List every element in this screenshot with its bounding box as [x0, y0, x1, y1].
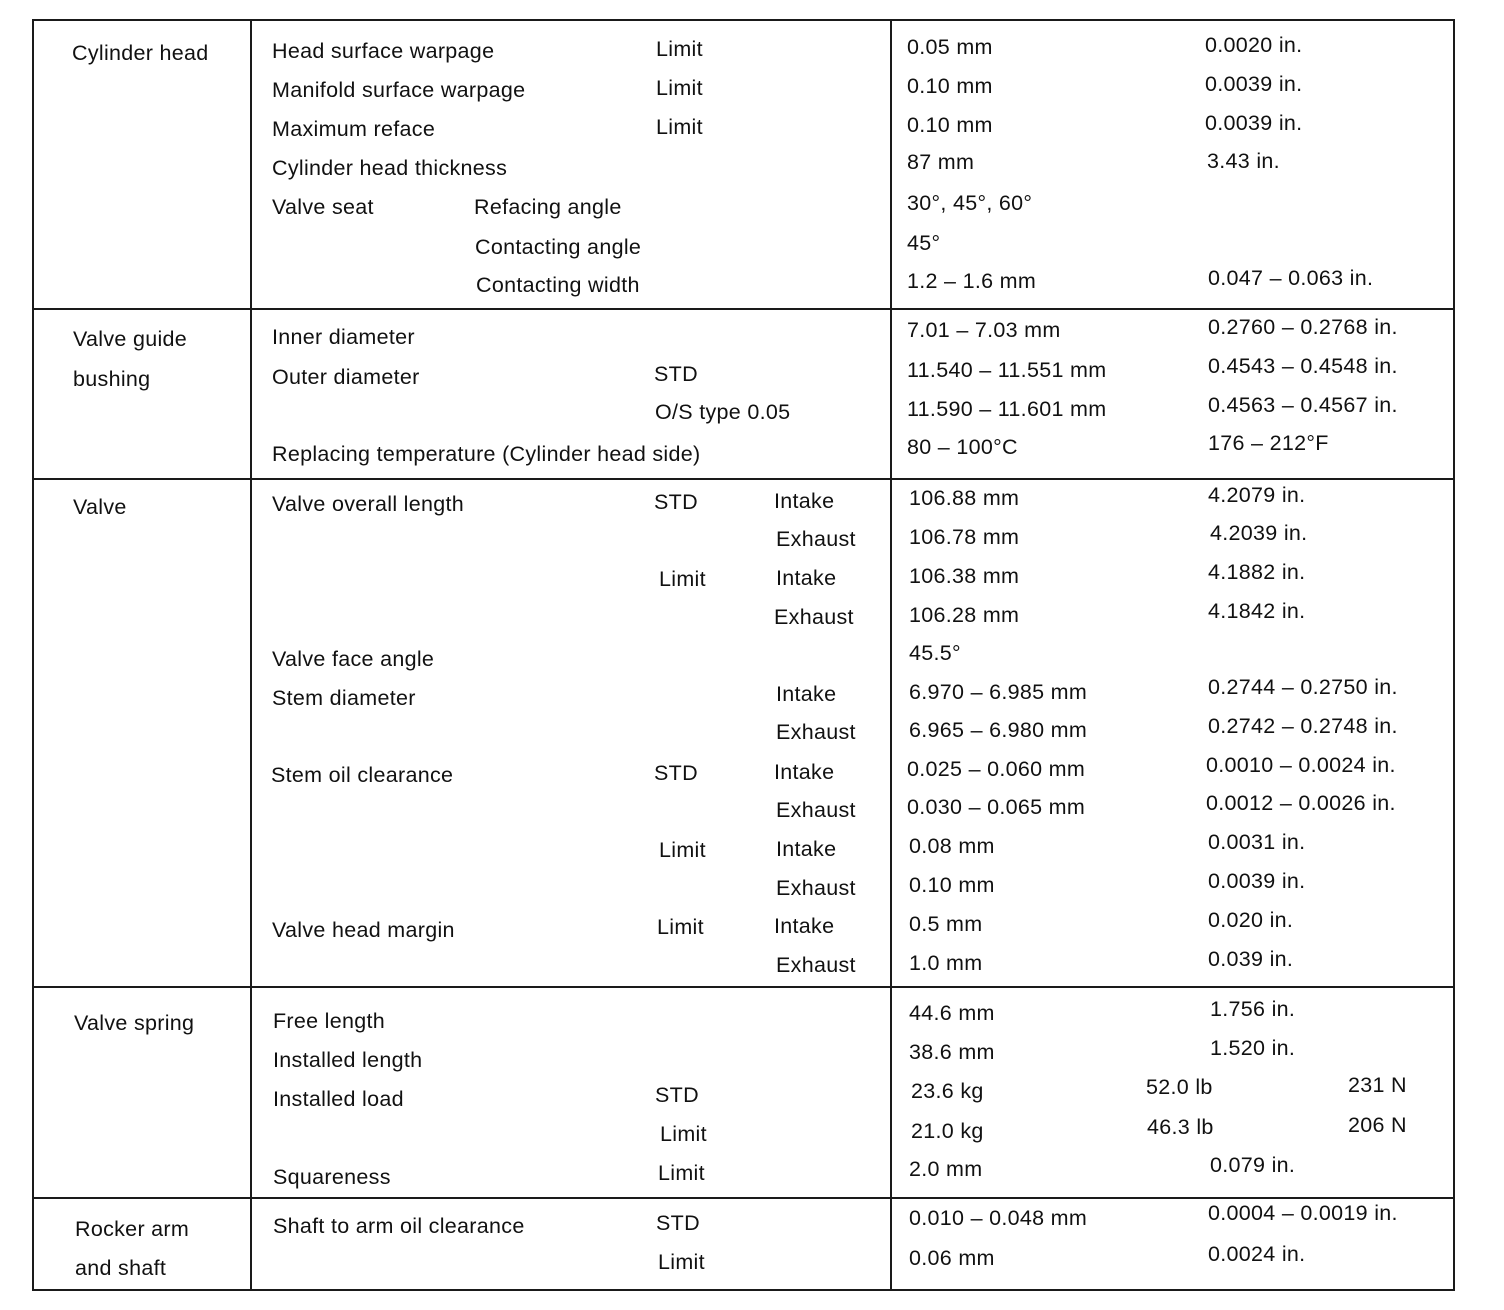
subitem-label: Refacing angle: [474, 195, 622, 219]
side-label: Intake: [776, 682, 837, 706]
metric-value: 1.2 – 1.6 mm: [907, 269, 1037, 293]
item-label: Cylinder head thickness: [272, 156, 508, 180]
section-divider: [34, 986, 1453, 988]
condition-label: STD: [655, 1083, 699, 1107]
newton-value: 231 N: [1348, 1073, 1407, 1097]
item-label: Head surface warpage: [272, 39, 495, 63]
item-label: Squareness: [273, 1165, 391, 1189]
condition-label: Limit: [656, 115, 703, 139]
metric-value: 44.6 mm: [909, 1001, 995, 1025]
imperial-value: 4.1882 in.: [1208, 560, 1306, 584]
metric-value: 106.88 mm: [909, 486, 1020, 510]
item-label: Stem diameter: [272, 686, 416, 710]
condition-label: Limit: [657, 915, 704, 939]
condition-label: STD: [654, 362, 698, 386]
condition-label: Limit: [658, 1161, 705, 1185]
item-label: Stem oil clearance: [271, 763, 454, 787]
metric-value: 0.010 – 0.048 mm: [909, 1206, 1088, 1230]
condition-label: STD: [656, 1211, 700, 1235]
condition-label: STD: [654, 761, 698, 785]
imperial-value: 0.4563 – 0.4567 in.: [1208, 393, 1398, 417]
imperial-value: 0.079 in.: [1210, 1153, 1296, 1177]
side-label: Intake: [774, 489, 835, 513]
metric-value: 0.10 mm: [909, 873, 995, 897]
side-label: Intake: [776, 837, 837, 861]
subitem-label: Contacting angle: [475, 235, 642, 259]
subitem-label: Contacting width: [476, 273, 640, 297]
imperial-value: 0.0012 – 0.0026 in.: [1206, 791, 1396, 815]
metric-value: 38.6 mm: [909, 1040, 995, 1064]
imperial-value: 1.520 in.: [1210, 1036, 1296, 1060]
newton-value: 206 N: [1348, 1113, 1407, 1137]
item-label: Installed length: [273, 1048, 423, 1072]
condition-label: O/S type 0.05: [655, 400, 791, 424]
metric-value: 87 mm: [907, 150, 975, 174]
section-divider: [34, 308, 1453, 310]
metric-value: 21.0 kg: [911, 1119, 984, 1143]
imperial-value: 4.1842 in.: [1208, 599, 1306, 623]
condition-label: Limit: [660, 1122, 707, 1146]
metric-value: 45.5°: [909, 641, 961, 665]
section-title: Cylinder head: [72, 41, 209, 65]
condition-label: Limit: [659, 838, 706, 862]
metric-value: 80 – 100°C: [907, 435, 1018, 459]
metric-value: 11.590 – 11.601 mm: [907, 397, 1107, 421]
section-title: Rocker arm: [75, 1217, 190, 1241]
metric-value: 106.28 mm: [909, 603, 1020, 627]
column-divider: [250, 21, 252, 1289]
side-label: Exhaust: [776, 527, 856, 551]
metric-value: 45°: [907, 231, 941, 255]
item-label: Manifold surface warpage: [272, 78, 526, 102]
imperial-value: 0.0039 in.: [1205, 72, 1303, 96]
metric-value: 6.970 – 6.985 mm: [909, 680, 1088, 704]
section-divider: [34, 478, 1453, 480]
imperial-value: 3.43 in.: [1207, 149, 1280, 173]
side-label: Exhaust: [774, 605, 854, 629]
metric-value: 0.10 mm: [907, 74, 993, 98]
metric-value: 106.38 mm: [909, 564, 1020, 588]
side-label: Intake: [774, 914, 835, 938]
metric-value: 0.030 – 0.065 mm: [907, 795, 1086, 819]
lb-value: 52.0 lb: [1146, 1075, 1213, 1099]
item-label: Free length: [273, 1009, 386, 1033]
metric-value: 106.78 mm: [909, 525, 1020, 549]
item-label: Valve face angle: [272, 647, 435, 671]
imperial-value: 0.0020 in.: [1205, 33, 1303, 57]
column-divider: [890, 21, 892, 1289]
condition-label: STD: [654, 490, 698, 514]
imperial-value: 0.4543 – 0.4548 in.: [1208, 354, 1398, 378]
item-label: Outer diameter: [272, 365, 420, 389]
metric-value: 1.0 mm: [909, 951, 983, 975]
metric-value: 0.5 mm: [909, 912, 983, 936]
condition-label: Limit: [659, 567, 706, 591]
side-label: Exhaust: [776, 720, 856, 744]
imperial-value: 1.756 in.: [1210, 997, 1296, 1021]
imperial-value: 0.2744 – 0.2750 in.: [1208, 675, 1398, 699]
imperial-value: 176 – 212°F: [1208, 431, 1329, 455]
condition-label: Limit: [656, 37, 703, 61]
item-label: Replacing temperature (Cylinder head side): [272, 442, 701, 466]
item-label: Valve seat: [272, 195, 374, 219]
spec-table: [32, 19, 1455, 1291]
item-label: Inner diameter: [272, 325, 415, 349]
imperial-value: 0.020 in.: [1208, 908, 1294, 932]
metric-value: 6.965 – 6.980 mm: [909, 718, 1088, 742]
imperial-value: 0.0010 – 0.0024 in.: [1206, 753, 1396, 777]
metric-value: 2.0 mm: [909, 1157, 983, 1181]
metric-value: 11.540 – 11.551 mm: [907, 358, 1107, 382]
section-divider: [34, 1197, 1453, 1199]
metric-value: 0.05 mm: [907, 35, 993, 59]
condition-label: Limit: [656, 76, 703, 100]
item-label: Maximum reface: [272, 117, 436, 141]
imperial-value: 0.0031 in.: [1208, 830, 1306, 854]
side-label: Exhaust: [776, 876, 856, 900]
section-title: Valve spring: [74, 1011, 195, 1035]
item-label: Shaft to arm oil clearance: [273, 1214, 525, 1238]
metric-value: 7.01 – 7.03 mm: [907, 318, 1061, 342]
side-label: Intake: [776, 566, 837, 590]
imperial-value: 0.047 – 0.063 in.: [1208, 266, 1374, 290]
condition-label: Limit: [658, 1250, 705, 1274]
imperial-value: 0.0039 in.: [1208, 869, 1306, 893]
side-label: Exhaust: [776, 798, 856, 822]
imperial-value: 0.0024 in.: [1208, 1242, 1306, 1266]
imperial-value: 0.039 in.: [1208, 947, 1294, 971]
metric-value: 0.025 – 0.060 mm: [907, 757, 1086, 781]
side-label: Intake: [774, 760, 835, 784]
lb-value: 46.3 lb: [1147, 1115, 1214, 1139]
section-title: and shaft: [75, 1256, 167, 1280]
metric-value: 0.08 mm: [909, 834, 995, 858]
metric-value: 23.6 kg: [911, 1079, 984, 1103]
section-title: Valve guide: [73, 327, 188, 351]
imperial-value: 4.2039 in.: [1210, 521, 1308, 545]
section-title: Valve: [73, 495, 127, 519]
metric-value: 30°, 45°, 60°: [907, 191, 1033, 215]
section-title: bushing: [73, 367, 151, 391]
side-label: Exhaust: [776, 953, 856, 977]
imperial-value: 0.0039 in.: [1205, 111, 1303, 135]
imperial-value: 0.2742 – 0.2748 in.: [1208, 714, 1398, 738]
metric-value: 0.06 mm: [909, 1246, 995, 1270]
imperial-value: 0.2760 – 0.2768 in.: [1208, 315, 1398, 339]
imperial-value: 4.2079 in.: [1208, 483, 1306, 507]
imperial-value: 0.0004 – 0.0019 in.: [1208, 1201, 1398, 1225]
item-label: Valve head margin: [272, 918, 455, 942]
item-label: Valve overall length: [272, 492, 465, 516]
item-label: Installed load: [273, 1087, 404, 1111]
metric-value: 0.10 mm: [907, 113, 993, 137]
